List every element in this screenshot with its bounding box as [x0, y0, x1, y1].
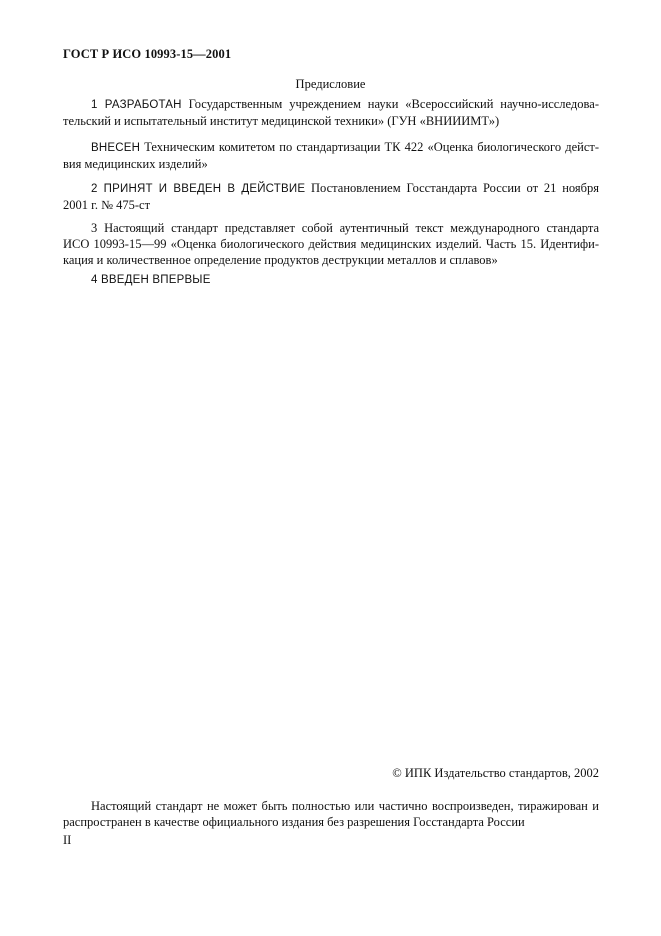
- paragraph-line: тельский и испытательный институт медицинской техники» (ГУН «ВНИИИМТ»): [63, 114, 500, 128]
- paragraph-developed-by: [63, 96, 599, 129]
- notice-line: Настоящий стандарт не может быть полностью или частично воспроизведен, тиражирован и: [91, 799, 599, 813]
- paragraph-line: 3 Настоящий стандарт представляет собой аутентичный текст международного стандарта: [91, 221, 599, 235]
- page-number: II: [63, 833, 72, 847]
- paragraph-text: Техническим комитетом по стандартизации ТК 422 «Оценка биологического дейст-: [144, 140, 599, 154]
- document-code-header: ГОСТ Р ИСО 10993-15—2001: [63, 47, 232, 61]
- paragraph-submitted-by: [63, 139, 599, 172]
- foreword-title: Предисловие: [295, 77, 366, 91]
- paragraph-line: вия медицинских изделий»: [63, 157, 208, 171]
- paragraph-line: [63, 96, 599, 113]
- paragraph-lead: ВНЕСЕН: [91, 142, 141, 154]
- paragraph-adopted: [63, 180, 599, 213]
- paragraph-lead: 2 ПРИНЯТ И ВВЕДЕН В ДЕЙСТВИЕ: [91, 183, 306, 195]
- paragraph-text: Государственным учреждением науки «Всероссийский научно-исследова-: [188, 97, 599, 111]
- paragraph-text: Постановлением Госстандарта России от 21 ноября: [311, 181, 600, 195]
- paragraph-line: [63, 139, 599, 156]
- reproduction-notice: [63, 798, 599, 830]
- paragraph-line: кация и количественное определение продуктов деструкции металлов и сплавов»: [63, 253, 498, 267]
- paragraph-line: [63, 271, 599, 288]
- paragraph-line: ИСО 10993-15—99 «Оценка биологического действия медицинских изделий. Часть 15. Идентифи-: [63, 237, 599, 251]
- copyright-notice: © ИПК Издательство стандартов, 2002: [392, 766, 599, 780]
- paragraph-line: 2001 г. № 475-ст: [63, 198, 151, 212]
- paragraph-first-introduced: [63, 271, 599, 288]
- paragraph-authentic-text: [63, 220, 599, 268]
- paragraph-line: [63, 180, 599, 197]
- paragraph-lead: 1 РАЗРАБОТАН: [91, 99, 182, 111]
- notice-line: распространен в качестве официального издания без разрешения Госстандарта России: [63, 815, 525, 829]
- paragraph-lead: 4 ВВЕДЕН ВПЕРВЫЕ: [91, 274, 211, 286]
